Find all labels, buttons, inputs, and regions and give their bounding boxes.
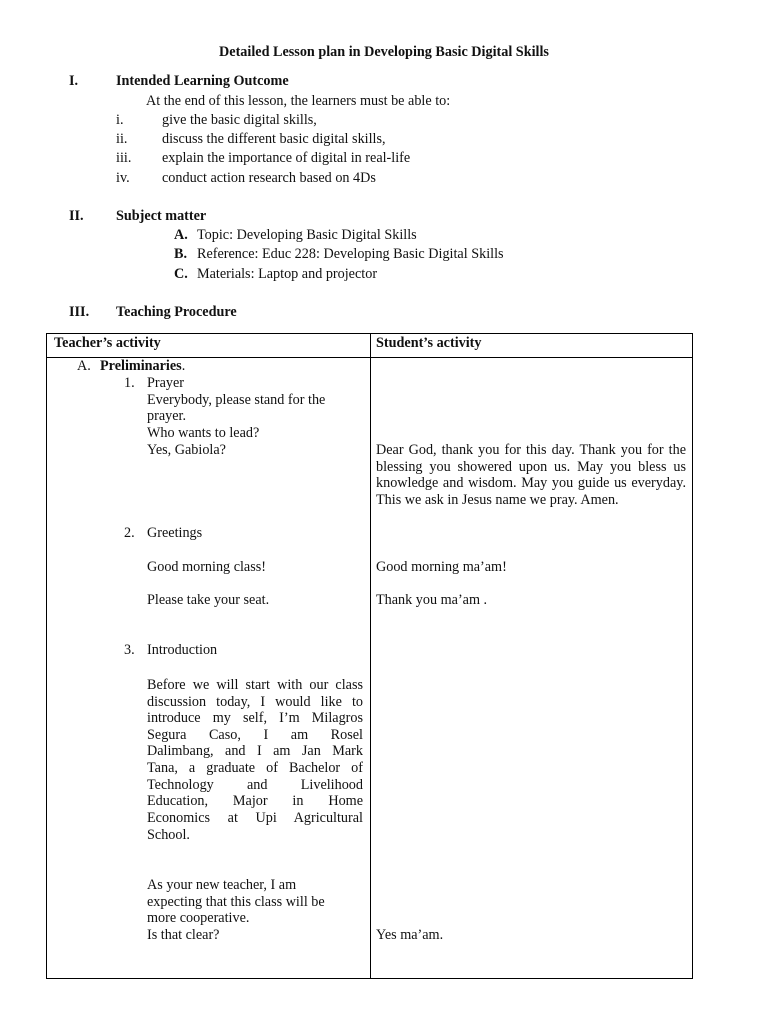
prayer-title: Prayer [147,375,185,391]
intro-line: School. [147,827,190,843]
preliminaries-title-text: Preliminaries [100,358,182,374]
prayer-number: 1. [124,375,135,391]
subject-item: Topic: Developing Basic Digital Skills [197,227,417,243]
section-3-number: III. [69,304,90,320]
outcome-number: i. [116,112,124,128]
prayer-line: Yes, Gabiola? [147,442,226,458]
expectation-line: As your new teacher, I am [147,877,297,893]
student-thanks: Thank you ma’am . [376,592,488,608]
outcome-item: explain the importance of digital in real-life [162,150,411,166]
student-yes-response: Yes ma’am. [376,927,444,943]
subject-label: C. [174,266,188,282]
teacher-column-header: Teacher’s activity [54,335,161,351]
expectation-line: expecting that this class will be [147,894,325,910]
prayer-line: Everybody, please stand for the [147,392,326,408]
student-greeting: Good morning ma’am! [376,559,507,575]
column-divider [370,334,371,978]
intro-line: Segura Caso, I am Rosel [147,727,363,743]
section-1-intro: At the end of this lesson, the learners must be able to: [146,93,451,109]
prayer-line: Who wants to lead? [147,425,260,441]
subject-item: Reference: Educ 228: Developing Basic Digital Skills [197,246,504,262]
greetings-number: 2. [124,525,135,541]
intro-line: Tana, a graduate of Bachelor of [147,760,363,776]
introduction-title: Introduction [147,642,218,658]
section-3-heading: Teaching Procedure [116,304,237,320]
intro-line: Education, Major in Home [147,793,363,809]
intro-line: discussion today, I would like to [147,694,363,710]
outcome-number: iii. [116,150,132,166]
intro-line: introduce my self, I’m Milagros [147,710,363,726]
expectation-line: more cooperative. [147,910,250,926]
intro-line: Dalimbang, and I am Jan Mark [147,743,363,759]
subject-label: B. [174,246,188,262]
intro-line: Before we will start with our class [147,677,363,693]
subject-item: Materials: Laptop and projector [197,266,378,282]
expectation-line: Is that clear? [147,927,220,943]
preliminaries-title [100,358,185,375]
preliminaries-label: A. [77,358,91,374]
subject-label: A. [174,227,188,243]
greetings-title: Greetings [147,525,203,541]
outcome-item: give the basic digital skills, [162,112,317,128]
intro-line: Technology and Livelihood [147,777,363,793]
student-column-header: Student’s activity [376,335,482,351]
page-title: Detailed Lesson plan in Developing Basic Digital Skills [219,44,549,60]
outcome-number: iv. [116,170,130,186]
introduction-number: 3. [124,642,135,658]
activity-table [46,333,693,979]
section-1-heading: Intended Learning Outcome [116,73,289,89]
section-2-number: II. [69,208,84,224]
teacher-seat-instruction: Please take your seat. [147,592,270,608]
intro-line: Economics at Upi Agricultural [147,810,363,826]
outcome-number: ii. [116,131,128,147]
outcome-item: discuss the different basic digital skills, [162,131,386,147]
preliminaries-dot: . [181,358,186,374]
outcome-item: conduct action research based on 4Ds [162,170,376,186]
section-2-heading: Subject matter [116,208,207,224]
prayer-response: Dear God, thank you for this day. Thank you for the blessing you showered upon us. May you bless us knowledge and wisdom. May you guide us everyday. This we ask in Jesus name we pray. Amen. [376,442,686,508]
teacher-greeting: Good morning class! [147,559,267,575]
section-1-number: I. [69,73,79,89]
prayer-line: prayer. [147,408,186,424]
